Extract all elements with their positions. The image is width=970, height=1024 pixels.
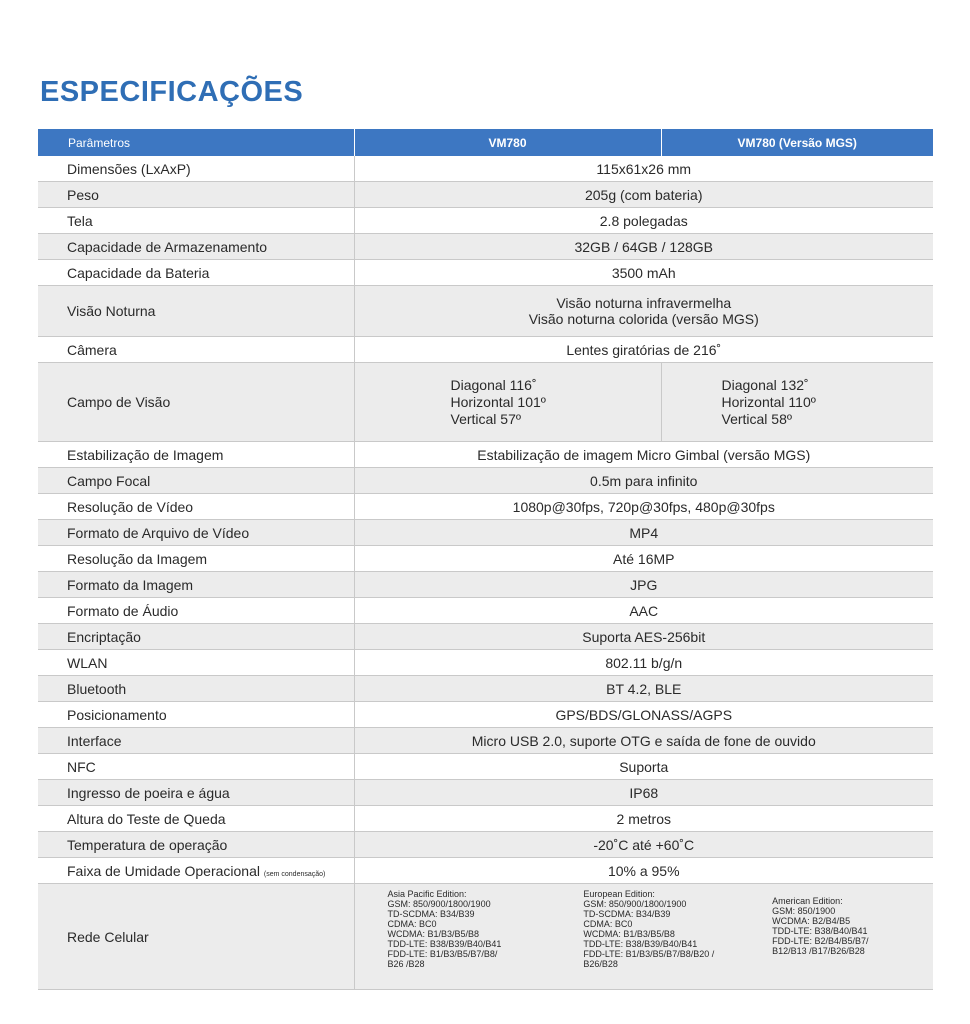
row-label — [38, 234, 354, 260]
row-value — [354, 832, 933, 858]
row-value-text: BT 4.2, BLE — [606, 680, 682, 697]
network-line: FDD-LTE: B1/B3/B5/B7/B8/ — [387, 949, 498, 959]
field-of-view-right — [661, 363, 933, 442]
row-value-text: Micro USB 2.0, suporte OTG e saída de fone de ouvido — [471, 732, 816, 749]
table-row — [38, 572, 933, 598]
row-value — [354, 806, 933, 832]
row-value — [354, 286, 933, 337]
row-value — [354, 754, 933, 780]
network-line: WCDMA: B2/B4/B5 — [772, 916, 851, 926]
table-row — [38, 208, 933, 234]
network-line: TDD-LTE: B38/B39/B40/B41 — [583, 939, 698, 949]
network-line: TDD-LTE: B38/B40/B41 — [772, 926, 868, 936]
row-label-text: Ingresso de poeira e água — [67, 784, 230, 801]
row-value-text: 115x61x26 mm — [596, 160, 692, 177]
row-value-text: 2.8 polegadas — [599, 212, 688, 229]
network-line: FDD-LTE: B2/B4/B5/B7/ — [772, 936, 869, 946]
table-row — [38, 728, 933, 754]
row-value — [354, 858, 933, 884]
row-label-text: Estabilização de Imagem — [67, 446, 224, 463]
network-line: CDMA: BC0 — [387, 919, 437, 929]
row-value — [354, 728, 933, 754]
network-line: Asia Pacific Edition: — [387, 889, 467, 899]
network-line: GSM: 850/1900 — [772, 906, 836, 916]
table-row — [38, 858, 933, 884]
row-label-text: Resolução de Vídeo — [67, 498, 194, 515]
network-bands — [354, 884, 933, 990]
row-value-text: AAC — [629, 602, 659, 619]
row-value — [354, 156, 933, 182]
network-line: FDD-LTE: B1/B3/B5/B7/B8/B20 / — [583, 949, 715, 959]
fov-line: Diagonal 132˚ — [721, 376, 809, 393]
row-value — [354, 780, 933, 806]
row-value-text: 205g (com bateria) — [584, 186, 703, 203]
network-europe-edition — [548, 889, 744, 969]
row-label — [38, 858, 354, 884]
table-row — [38, 468, 933, 494]
row-value — [354, 182, 933, 208]
field-of-view-left — [354, 363, 661, 442]
table-row — [38, 754, 933, 780]
row-value — [354, 260, 933, 286]
row-value-text: Estabilização de imagem Micro Gimbal (versão MGS) — [477, 446, 811, 463]
fov-line: Diagonal 116˚ — [450, 376, 537, 393]
row-value — [354, 702, 933, 728]
table-row — [38, 780, 933, 806]
row-value — [354, 676, 933, 702]
row-label-note: (sem condensação) — [263, 870, 326, 878]
row-label-text: Resolução da Imagem — [67, 550, 208, 567]
row-value — [354, 546, 933, 572]
row-label — [38, 598, 354, 624]
row-value-text: 32GB / 64GB / 128GB — [574, 238, 714, 255]
row-value — [354, 624, 933, 650]
row-label-text: NFC — [67, 758, 96, 775]
row-value — [354, 572, 933, 598]
row-value-text: Lentes giratórias de 216˚ — [566, 341, 722, 358]
network-america-edition — [744, 889, 933, 969]
row-label — [38, 494, 354, 520]
header-model-vm780-mgs: VM780 (Versão MGS) — [661, 129, 933, 156]
fov-line: Vertical 57º — [450, 410, 521, 427]
network-line: GSM: 850/900/1800/1900 — [387, 899, 491, 909]
row-value-text-2: Visão noturna colorida (versão MGS) — [528, 311, 759, 327]
row-value — [354, 337, 933, 363]
row-label-text: Formato da Imagem — [67, 576, 194, 593]
table-row-network — [38, 884, 933, 990]
header-model-vm780: VM780 — [354, 129, 661, 156]
network-line: TD-SCDMA: B34/B39 — [583, 909, 671, 919]
row-value — [354, 598, 933, 624]
row-value — [354, 234, 933, 260]
row-label-text: Formato de Áudio — [67, 602, 179, 619]
page-title: ESPECIFICAÇÕES — [40, 76, 304, 108]
table-row — [38, 182, 933, 208]
row-label — [38, 754, 354, 780]
row-label — [38, 363, 354, 442]
table-row — [38, 520, 933, 546]
row-label-text: Campo de Visão — [67, 394, 171, 410]
row-label-text: Posicionamento — [67, 706, 167, 723]
table-row — [38, 676, 933, 702]
table-row — [38, 546, 933, 572]
row-label — [38, 182, 354, 208]
table-row — [38, 650, 933, 676]
row-label-text: Campo Focal — [67, 472, 151, 489]
row-label — [38, 442, 354, 468]
table-row — [38, 494, 933, 520]
table-row — [38, 363, 933, 442]
row-value-text: 2 metros — [616, 810, 671, 827]
row-label-text: Temperatura de operação — [67, 836, 228, 853]
fov-line: Horizontal 110º — [721, 393, 816, 410]
row-label-text: Dimensões (LxAxP) — [67, 160, 191, 177]
network-line: American Edition: — [772, 896, 843, 906]
row-label — [38, 208, 354, 234]
row-label-text: Bluetooth — [67, 680, 127, 697]
fov-line: Vertical 58º — [721, 410, 792, 427]
row-label — [38, 337, 354, 363]
network-line: CDMA: BC0 — [583, 919, 633, 929]
fov-line: Horizontal 101º — [450, 393, 546, 410]
table-row — [38, 832, 933, 858]
row-value — [354, 520, 933, 546]
row-value-text: 3500 mAh — [611, 264, 676, 281]
row-value-text: Suporta AES-256bit — [582, 628, 706, 645]
row-value — [354, 650, 933, 676]
row-label — [38, 676, 354, 702]
network-line: B26 /B28 — [387, 959, 425, 969]
row-label-text: Formato de Arquivo de Vídeo — [67, 524, 250, 541]
row-value-text: 0.5m para infinito — [590, 472, 698, 489]
row-label-text: Tela — [67, 212, 93, 229]
row-label-text: WLAN — [67, 654, 108, 671]
table-row — [38, 806, 933, 832]
row-label — [38, 572, 354, 598]
row-label — [38, 832, 354, 858]
row-value-text: JPG — [630, 576, 658, 593]
network-line: B12/B13 /B17/B26/B28 — [772, 946, 865, 956]
network-line: GSM: 850/900/1800/1900 — [583, 899, 687, 909]
row-label — [38, 806, 354, 832]
network-line: WCDMA: B1/B3/B5/B8 — [387, 929, 480, 939]
row-label-text: Capacidade de Armazenamento — [67, 238, 268, 255]
table-row — [38, 598, 933, 624]
row-label — [38, 780, 354, 806]
row-label-text: Capacidade da Bateria — [67, 264, 210, 281]
row-label — [38, 286, 354, 337]
network-asia-edition — [355, 889, 549, 969]
table-row — [38, 702, 933, 728]
row-label-text: Altura do Teste de Queda — [67, 810, 226, 827]
row-label — [38, 468, 354, 494]
row-label-text: Encriptação — [67, 628, 141, 645]
row-label — [38, 728, 354, 754]
row-value-text: 802.11 b/g/n — [605, 654, 683, 671]
row-label-text: Visão Noturna — [67, 303, 156, 319]
table-header — [38, 129, 933, 156]
row-label — [38, 260, 354, 286]
row-value-text: Suporta — [619, 758, 669, 775]
row-label-text: Interface — [67, 732, 122, 749]
row-label-text: Peso — [67, 186, 99, 203]
row-value — [354, 468, 933, 494]
table-row — [38, 156, 933, 182]
network-line: B26/B28 — [583, 959, 618, 969]
network-line: TD-SCDMA: B34/B39 — [387, 909, 475, 919]
row-value-text: MP4 — [629, 524, 659, 541]
row-value — [354, 208, 933, 234]
network-line: WCDMA: B1/B3/B5/B8 — [583, 929, 675, 939]
row-value-text: IP68 — [629, 784, 659, 801]
table-row — [38, 286, 933, 337]
row-value-text: -20˚C até +60˚C — [593, 836, 695, 853]
network-line: TDD-LTE: B38/B39/B40/B41 — [387, 939, 502, 949]
row-value-text: GPS/BDS/GLONASS/AGPS — [555, 706, 733, 723]
row-label — [38, 520, 354, 546]
row-label — [38, 650, 354, 676]
network-line: European Edition: — [583, 889, 655, 899]
row-label: Rede Celular — [38, 884, 354, 990]
table-row — [38, 624, 933, 650]
table-row — [38, 442, 933, 468]
row-value — [354, 442, 933, 468]
row-label — [38, 702, 354, 728]
table-row — [38, 260, 933, 286]
row-label — [38, 546, 354, 572]
specifications-table — [38, 129, 933, 990]
table-row — [38, 234, 933, 260]
row-label — [38, 156, 354, 182]
row-label-text: Faixa de Umidade Operacional — [67, 862, 260, 879]
row-label-text: Câmera — [67, 341, 117, 358]
row-value-text: 1080p@30fps, 720p@30fps, 480p@30fps — [512, 498, 775, 515]
row-label — [38, 624, 354, 650]
row-value-text: Visão noturna infravermelha — [556, 295, 732, 311]
row-value-text: Até 16MP — [613, 550, 675, 567]
table-row — [38, 337, 933, 363]
header-parameters: Parâmetros — [38, 129, 354, 156]
row-value — [354, 494, 933, 520]
row-value-text: 10% a 95% — [607, 862, 680, 879]
